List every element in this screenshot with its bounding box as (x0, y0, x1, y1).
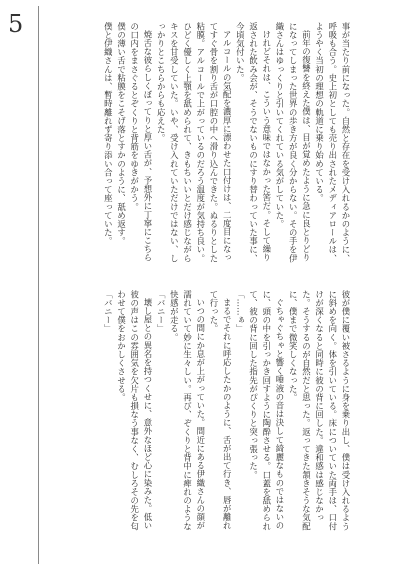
upper-text-column (62, 22, 352, 264)
paragraph: ぐちゃぐちゃと響く唾液の音は決して綺麗なものではないのに、頭の中を引っかき回すように陶酔させる。口蓋を舐められて、彼の背に回した指先がぴくりと突っ張った。 (248, 290, 285, 531)
paragraph: まるでそれに呼応したかのように、舌が出て行き、唇が離れて行った。 (208, 290, 233, 531)
paragraph: 「……ぁ」 (235, 290, 246, 333)
paragraph: アルコールの気配を濃厚に漂わせた口付けは、二度目になってすぐ骨を割り舌が口腔の中へ滑り込んできた。ぬるりとした粘膜。アルコールで上がっているのだろう温度が気持ち良い。ひどく優しく上顎を舐められて、きもちいいとだけ感じながらキスを甘受していた。いや、受け入れていただけではない、しっかりとこちらからも応えた。 (156, 22, 233, 263)
paragraph: 僕の薄い舌で粘膜をこそげ落とすかのように、舐め返す。 (116, 22, 127, 246)
paragraph: けれどそれは、こういう意味ではなかった筈だ。そして繰り返された飲み会が、そうでないものにすり替わっていた事に、今頃気付いた。 (235, 22, 272, 263)
paragraph: いつの間にか息が上がっていた。間近にある伊織さんの顔が濡れていて妙に生々しい。再び、ぞくりと背中に痺れのような快感が走る。 (169, 290, 206, 531)
paragraph: 「バニー」 (103, 290, 114, 333)
paragraph: 僕と伊織さんは、暫時離れず寄り添い合って座っていた。 (103, 22, 114, 246)
paragraph: 「バニー」 (156, 290, 167, 333)
page-number: 5 (8, 10, 24, 38)
paragraph: 前年の復讐を終えた僕は、目が覚めたように急に良とりどりになってしまった世界の歩き方が良く分からない。その手を伊織さんはゆっくりと引いてくれている気がしていた。 (274, 22, 312, 263)
paragraph: 事が当たり前になった。自然と存在を受け入れるかのように、呼吸も合う。史上初としても売り出されたメディアロールは、ようやく当初の理想の軌道に乗り始めている。 (314, 22, 351, 263)
lower-text-column (62, 290, 352, 532)
paragraph: 彼が僕に覆い被さるように身を乗り出し、僕は受け入れるように斜めを向く。体を引いている。床についていた両手は、口付けが深くなると同時に彼の背に回した。違和感は感じなかった。そうするのが自然だと思った。返ってきた頷きそうな気配に、僕まで微笑しくなった。 (288, 290, 351, 531)
gutter-rule (38, 6, 39, 564)
paragraph: 壊し屋との異名を持つくせに、意外なほど心に染みた。低い彼の声はこの雰囲気を欠片も損なう事なく、むしろその先を匂わせて僕をおかしくさせる。 (116, 290, 153, 531)
paragraph: 焼舌な彼らしくぼってりと厚い舌が、予想外に丁寧にこちらの口内をまさぐるとぞくりと背筋をゆきがかう。 (129, 22, 153, 263)
